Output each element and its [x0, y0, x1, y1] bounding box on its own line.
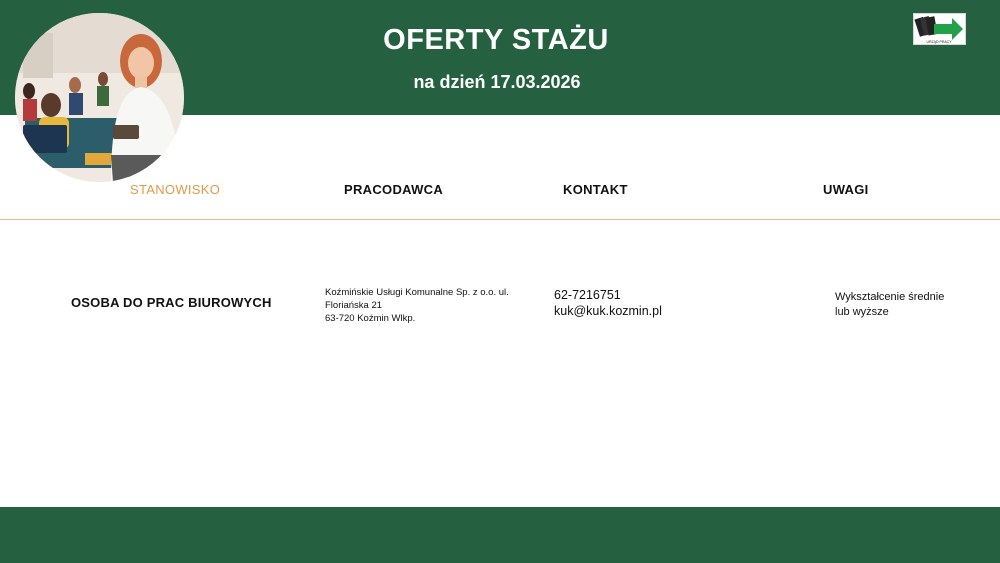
page-subtitle: na dzień 17.03.2026	[413, 72, 581, 92]
contact-cell	[554, 287, 662, 319]
position-cell: OSOBA DO PRAC BIUROWYCH	[71, 295, 272, 310]
employer-city-line: 63-720 Koźmin Wlkp.	[325, 313, 416, 324]
office-worker-photo	[15, 13, 184, 182]
footer-banner	[0, 507, 1000, 563]
svg-text:URZĄD PRACY: URZĄD PRACY	[926, 40, 952, 44]
column-header-uwagi: UWAGI	[823, 182, 869, 197]
column-header-kontakt: KONTAKT	[563, 182, 628, 197]
contact-email: kuk@kuk.kozmin.pl	[554, 304, 662, 318]
remarks-line-2: lub wyższe	[835, 306, 889, 318]
header-divider	[0, 219, 1000, 220]
page-title: OFERTY STAŻU	[383, 24, 609, 56]
column-header-stanowisko: STANOWISKO	[130, 182, 221, 197]
employer-name-line: Koźmińskie Usługi Komunalne Sp. z o.o. ul.	[325, 287, 509, 298]
column-header-pracodawca: PRACODAWCA	[344, 182, 444, 197]
employment-office-arrow-logo	[913, 13, 966, 45]
employer-cell	[325, 286, 509, 325]
contact-phone: 62-7216751	[554, 288, 621, 302]
employer-street-line: Floriańska 21	[325, 300, 383, 311]
remarks-line-1: Wykształcenie średnie	[835, 291, 945, 303]
remarks-cell	[835, 290, 944, 320]
